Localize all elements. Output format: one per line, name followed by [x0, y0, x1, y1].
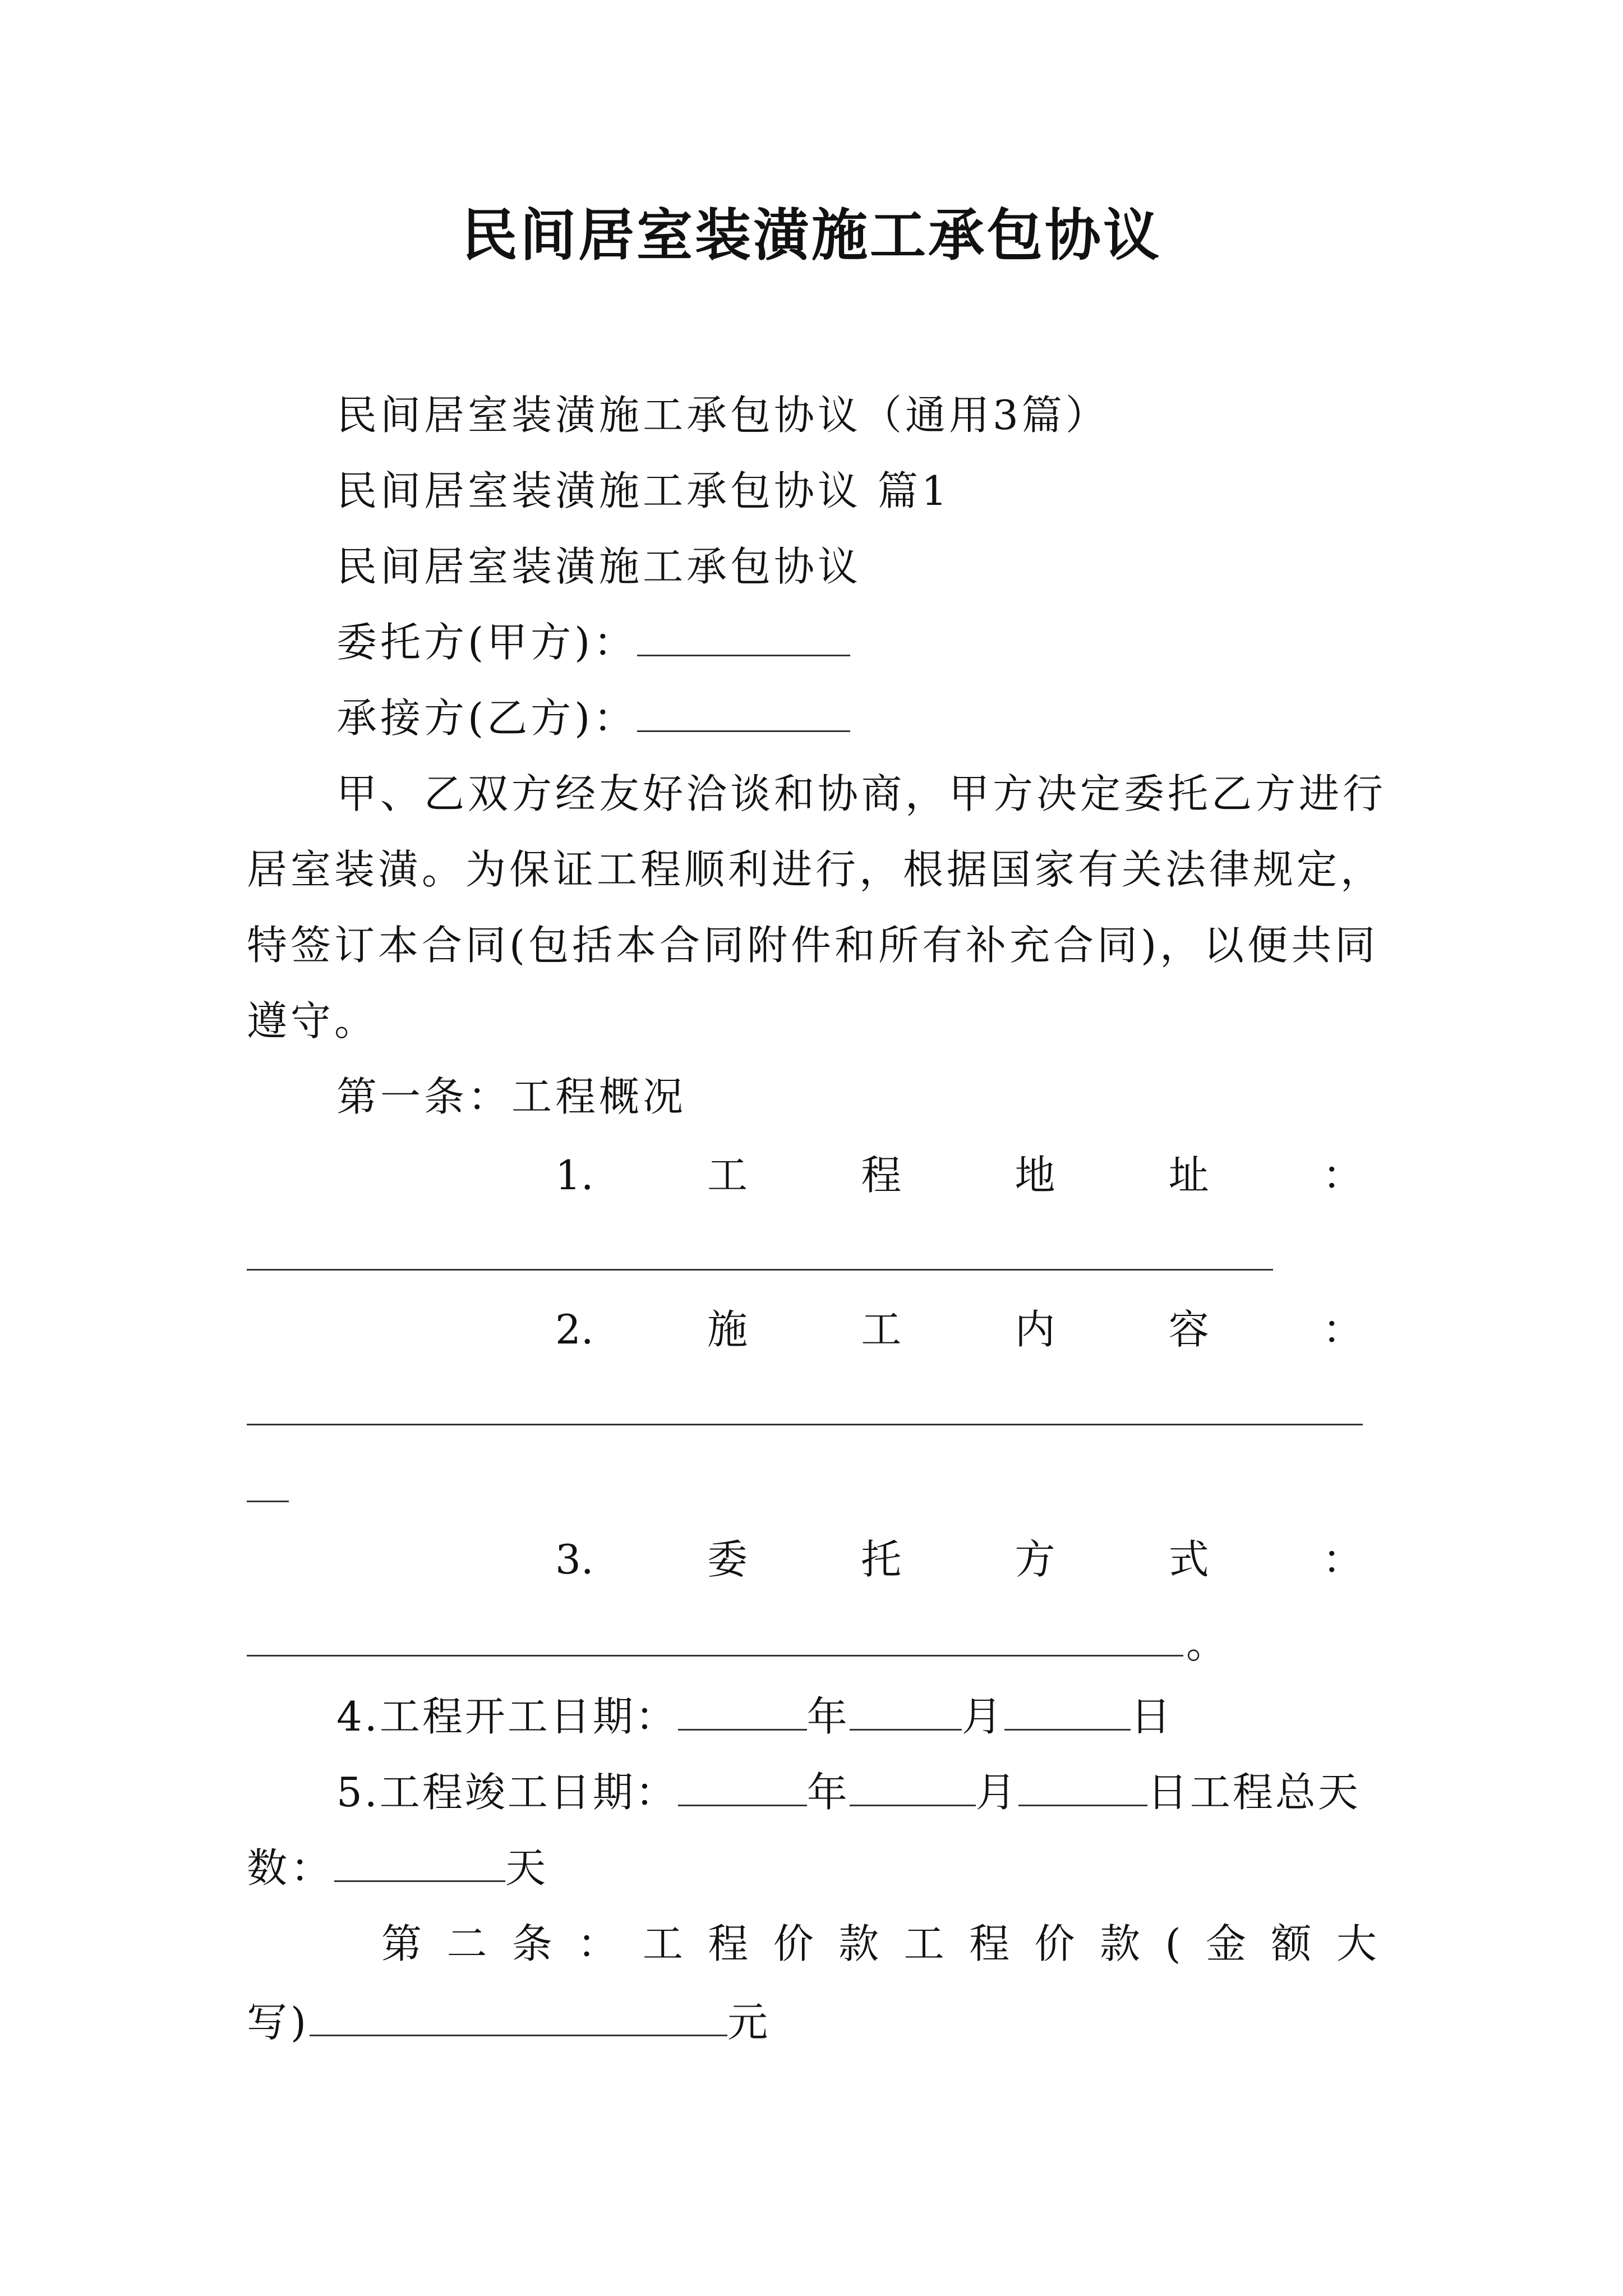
article2-char: (	[1165, 1920, 1181, 1967]
party-a-line	[336, 614, 850, 670]
party-b-label: 承接方(乙方)：	[336, 694, 638, 742]
year-label: 年	[806, 1769, 850, 1816]
item3-char: 式	[1168, 1536, 1209, 1583]
item3-char: 委	[707, 1536, 748, 1583]
item2-blank-cont	[247, 1501, 289, 1502]
item1-char: 程	[861, 1152, 902, 1199]
article2-char: 大	[1336, 1920, 1377, 1967]
start-month-blank	[850, 1691, 962, 1731]
article2-char: 额	[1271, 1920, 1312, 1967]
intro-line-3: 特签订本合同(包括本合同附件和所有补充合同)，以便共同	[247, 922, 1379, 969]
article2-char: 二	[446, 1920, 487, 1967]
item1-number: 1.	[555, 1152, 594, 1199]
article2-line2-start: 写)	[247, 1999, 310, 2046]
article2-char: 款	[838, 1920, 879, 1967]
end-date-line	[336, 1764, 1361, 1820]
article2-char: 第	[381, 1920, 422, 1967]
days-label: 数：	[247, 1844, 335, 1892]
amount-blank	[310, 1996, 727, 2036]
article2-line-1	[381, 1916, 1377, 1972]
item3-end: 。	[1186, 1620, 1230, 1667]
item1-colon: ：	[1322, 1152, 1363, 1199]
article2-char: 条	[511, 1920, 552, 1967]
article2-char: 金	[1205, 1920, 1246, 1967]
day-label: 日	[1130, 1693, 1173, 1740]
intro-line-2: 居室装潢。为保证工程顺利进行，根据国家有关法律规定，	[247, 846, 1385, 893]
item3-line	[555, 1531, 1363, 1588]
item1-line	[555, 1147, 1363, 1203]
item3-char: 方	[1015, 1536, 1055, 1583]
intro-line-1: 甲、乙双方经友好洽谈和协商，甲方决定委托乙方进行	[336, 770, 1387, 817]
item3-blank	[247, 1655, 1183, 1657]
party-a-blank	[637, 616, 850, 656]
article2-char: 价	[773, 1920, 814, 1967]
article2-line-2	[247, 1994, 771, 2050]
party-a-label: 委托方(甲方)：	[336, 619, 638, 666]
article2-char: 程	[969, 1920, 1010, 1967]
item2-number: 2.	[555, 1306, 594, 1353]
item1-char: 址	[1168, 1152, 1209, 1199]
party-b-line	[336, 690, 850, 746]
start-year-blank	[678, 1691, 807, 1731]
amount-unit: 元	[727, 1999, 772, 2046]
start-date-label: 4.工程开工日期：	[336, 1693, 678, 1740]
start-date-line	[336, 1688, 1173, 1745]
article2-char: 工	[903, 1920, 944, 1967]
month-label: 月	[961, 1693, 1004, 1740]
total-days-line	[247, 1840, 549, 1896]
end-month-blank	[850, 1766, 976, 1806]
item3-number: 3.	[555, 1536, 594, 1583]
article2-char: ：	[577, 1920, 618, 1967]
subtitle-general: 民间居室装潢施工承包协议（通用3篇）	[336, 392, 1109, 439]
party-b-blank	[637, 692, 850, 732]
end-day-blank	[1018, 1766, 1147, 1806]
item1-blank	[247, 1269, 1273, 1271]
item1-char: 工	[707, 1152, 748, 1199]
article2-char: 程	[708, 1920, 749, 1967]
item3-colon: ：	[1322, 1536, 1363, 1583]
item1-char: 地	[1015, 1152, 1055, 1199]
days-blank	[334, 1842, 505, 1882]
item2-char: 容	[1168, 1306, 1209, 1353]
year-label: 年	[806, 1693, 850, 1740]
total-days-suffix: 日工程总天	[1147, 1769, 1361, 1816]
item2-colon: ：	[1322, 1306, 1363, 1353]
article2-char: 款	[1099, 1920, 1140, 1967]
subtitle-part: 民间居室装潢施工承包协议 篇1	[336, 467, 951, 514]
item3-char: 托	[861, 1536, 902, 1583]
item2-char: 工	[861, 1306, 902, 1353]
item2-char: 施	[707, 1306, 748, 1353]
article2-char: 工	[642, 1920, 683, 1967]
item2-line	[555, 1301, 1363, 1358]
month-label: 月	[975, 1769, 1018, 1816]
subtitle-name: 民间居室装潢施工承包协议	[336, 543, 862, 590]
days-unit: 天	[505, 1844, 550, 1892]
end-year-blank	[678, 1766, 807, 1806]
item2-blank	[247, 1424, 1363, 1425]
item2-char: 内	[1015, 1306, 1055, 1353]
intro-line-4: 遵守。	[247, 997, 379, 1045]
start-day-blank	[1004, 1691, 1131, 1731]
document-title: 民间居室装潢施工承包协议	[462, 203, 1161, 268]
article1-title: 第一条：工程概况	[336, 1073, 687, 1120]
end-date-label: 5.工程竣工日期：	[336, 1769, 678, 1816]
article2-char: 价	[1034, 1920, 1075, 1967]
